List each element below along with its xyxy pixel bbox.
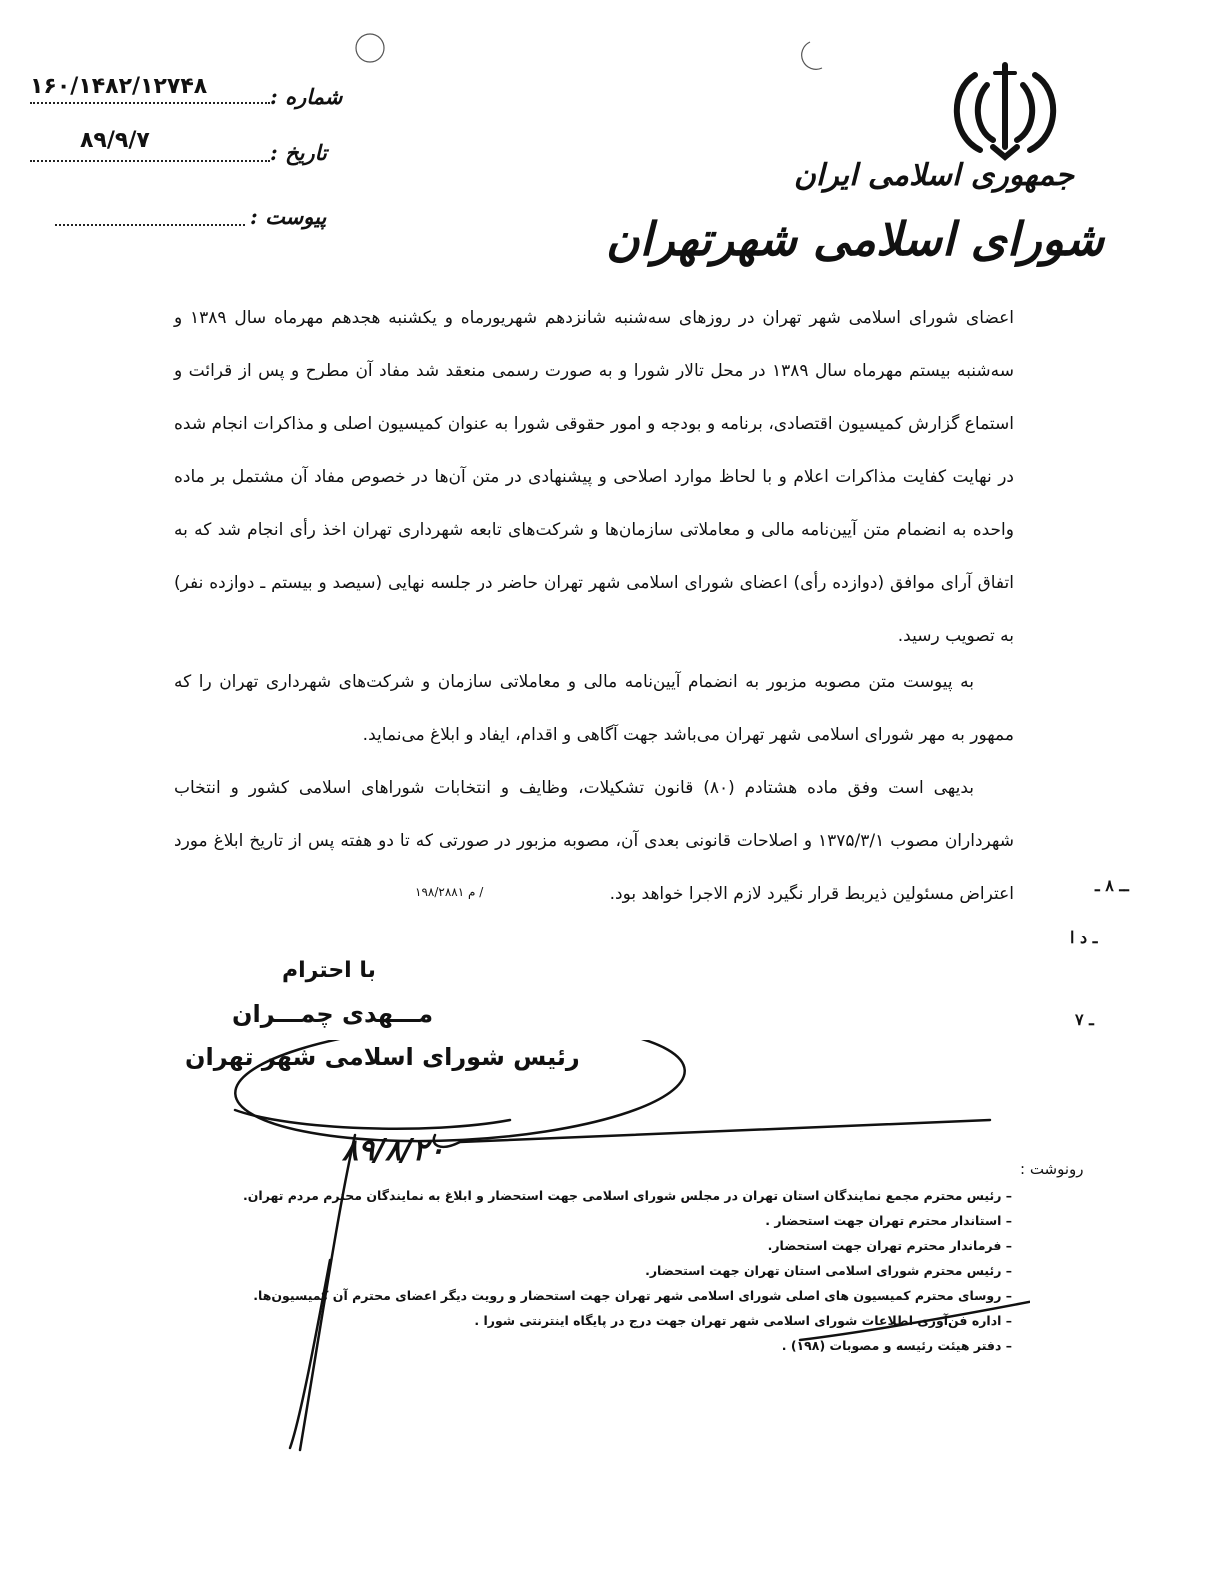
letter-number-label: شماره :	[270, 84, 343, 109]
date-dotted-line	[30, 160, 270, 162]
closing-salutation: با احترام	[282, 958, 376, 983]
body-paragraph-1: اعضای شورای اسلامی شهر تهران در روزهای سه‌شنبه شانزدهم شهریورماه و یکشنبه هجدهم مهرماه سال ۱۳۸۹ و سه‌شنبه بیستم مهرماه سال ۱۳۸۹ در محل تالار شورا و به صورت رسمی منعقد شد مفاد آن مطرح و پس از قرائت و استماع گزارش کمیسیون اقتصادی، برنامه و بودجه و امور حقوقی شورا به عنوان کمیسیون اصلی و مذاکرات انجام شده در نهایت کفایت مذاکرات اعلام و با لحاظ موارد اصلاحی و پیشنهادی در متن آن‌ها در خصوص مفاد آن مشتمل بر ماده واحده به انضمام متن آیین‌نامه مالی و معاملاتی سازمان‌ها و شرکت‌های تابعه شهرداری تهران اخذ رأی انجام شد که به اتفاق آرای موافق (دوازده رأی) اعضای شورای اسلامی شهر تهران حاضر در جلسه نهایی (سیصد و بیستم ـ دوازده نفر) به تصویب رسید.	[174, 308, 1014, 646]
margin-mark: ــ ۸ ـ	[1095, 876, 1129, 895]
letter-attachment-label: پیوست :	[250, 204, 327, 229]
iran-emblem-logo	[945, 55, 1065, 165]
cc-item: – دفتر هیئت رئیسه و مصوبات (۱۹۸) .	[781, 1338, 1012, 1353]
signatory-name: مـــهدی چمـــران	[232, 1000, 434, 1028]
cc-item: – استاندار محترم تهران جهت استحضار .	[765, 1213, 1012, 1228]
punch-hole-marks	[340, 28, 840, 88]
body-paragraph-3: بدیهی است وفق ماده هشتادم (۸۰) قانون تشکیلات، وظایف و انتخابات شوراهای اسلامی کشور و انتخاب شهرداران مصوب ۱۳۷۵/۳/۱ و اصلاحات قانونی بعدی آن، مصوبه مزبور در صورتی که تا دو هفته پس از تاریخ ابلاغ مورد اعتراض مسئولین ذیربط قرار نگیرد لازم الاجرا خواهد بود.	[174, 778, 1014, 904]
cc-item: – اداره فن‌آوری اطلاعات شورای اسلامی شهر تهران جهت درج در پایگاه اینترنتی شورا .	[474, 1313, 1012, 1328]
republic-heading: جمهوری اسلامی ایران	[793, 158, 1074, 193]
signatory-title: رئیس شورای اسلامی شهر تهران	[185, 1043, 580, 1071]
number-dotted-line	[30, 102, 270, 104]
letter-date-value: ۸۹/۹/۷	[80, 128, 150, 153]
margin-mark: ـ ۷	[1075, 1010, 1094, 1029]
letter-number-value: ۱۶۰/۱۴۸۲/۱۲۷۴۸	[30, 74, 208, 99]
attachment-dotted-line	[55, 224, 245, 226]
margin-mark: ـ د ا	[1070, 928, 1098, 947]
cc-list	[243, 1188, 1012, 1363]
cc-item: – رئیس محترم شورای اسلامی استان تهران جهت استحضار.	[645, 1263, 1012, 1278]
reference-code: / م ۱۹۸/۲۸۸۱	[415, 885, 484, 899]
cc-item: – روسای محترم کمیسیون های اصلی شورای اسلامی شهر تهران جهت استحضار و رویت دیگر اعضای محترم آن کمیسیون‌ها.	[253, 1288, 1012, 1303]
council-heading: شورای اسلامی شهرتهران	[605, 212, 1104, 266]
handwritten-date: ۸۹/۸/۲۰	[342, 1133, 445, 1168]
cc-item: – فرماندار محترم تهران جهت استحضار.	[767, 1238, 1012, 1253]
cc-title: رونوشت :	[1020, 1160, 1084, 1178]
cc-item: – رئیس محترم مجمع نمایندگان استان تهران در مجلس شورای اسلامی جهت استحضار و ابلاغ به نمایندگان محترم مردم تهران.	[243, 1188, 1012, 1203]
body-paragraph-2: به پیوست متن مصوبه مزبور به انضمام آیین‌نامه مالی و معاملاتی سازمان و شرکت‌های شهرداری تهران را که ممهور به مهر شورای اسلامی شهر تهران می‌باشد جهت آگاهی و اقدام، ایفاد و ابلاغ می‌نماید.	[174, 672, 1014, 745]
letter-date-label: تاریخ :	[270, 140, 327, 165]
